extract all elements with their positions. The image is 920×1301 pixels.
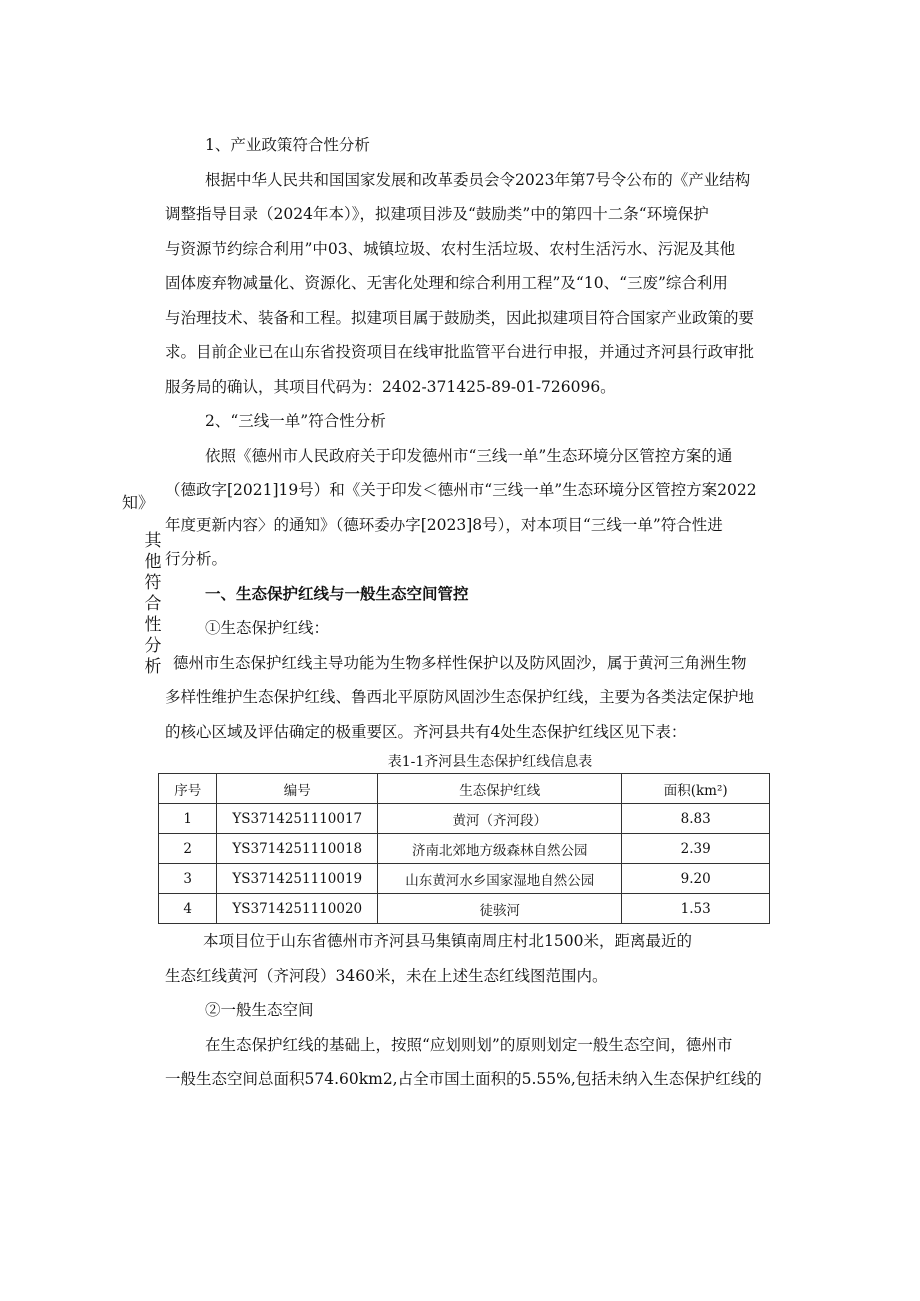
table-row xyxy=(159,894,770,924)
paragraph-line: 德州市生态保护红线主导功能为生物多样性保护以及防风固沙，属于黄河三角洲生物 xyxy=(173,653,747,672)
table-cell: 1.53 xyxy=(622,894,770,924)
table-cell: 1 xyxy=(159,804,217,834)
paragraph-line: 依照《德州市人民政府关于印发德州市“三线一单”生态环境分区管控方案的通 xyxy=(205,446,733,465)
table-header-cell: 生态保护红线 xyxy=(378,774,622,804)
table-cell: 9.20 xyxy=(622,864,770,894)
paragraph-line: 与治理技术、装备和工程。拟建项目属于鼓励类，因此拟建项目符合国家产业政策的要 xyxy=(165,308,755,327)
table-cell: 黄河（齐河段） xyxy=(378,804,622,834)
table-cell: 山东黄河水乡国家湿地自然公园 xyxy=(378,864,622,894)
table-cell: YS3714251110020 xyxy=(217,894,378,924)
paragraph-line: 行分析。 xyxy=(165,550,228,568)
table-caption: 表1-1齐河县生态保护红线信息表 xyxy=(387,754,593,770)
table-row xyxy=(159,834,770,864)
table-header-cell: 面积(km²) xyxy=(622,774,770,804)
side-label xyxy=(118,490,162,678)
paragraph-line: 根据中华人民共和国国家发展和改革委员会令2023年第7号令公布的《产业结构 xyxy=(205,170,751,189)
section1-heading: 1、产业政策符合性分析 xyxy=(205,136,370,154)
table-cell: 2 xyxy=(159,834,217,864)
table-header-cell: 序号 xyxy=(159,774,217,804)
table-cell: YS3714251110019 xyxy=(217,864,378,894)
redline-table xyxy=(158,773,770,924)
table-cell: 8.83 xyxy=(622,804,770,834)
table-cell: 济南北郊地方级森林自然公园 xyxy=(378,834,622,864)
paragraph-line: 调整指导目录（2024年本）》，拟建项目涉及“鼓励类”中的第四十二条“环境保护 xyxy=(165,205,709,223)
paragraph-line: 多样性维护生态保护红线、鲁西北平原防风固沙生态保护红线，主要为各类法定保护地 xyxy=(165,688,755,706)
table-cell: 3 xyxy=(159,864,217,894)
subsection-heading: 一、生态保护红线与一般生态空间管控 xyxy=(205,583,469,603)
table-cell: 4 xyxy=(159,894,217,924)
paragraph-line: 本项目位于山东省德州市齐河县马集镇南周庄村北1500米，距离最近的 xyxy=(203,932,692,950)
table-row xyxy=(159,864,770,894)
paragraph-line: 一般生态空间总面积574.60km2,占全市国土面积的5.55%,包括未纳入生态保护红线的 xyxy=(165,1070,762,1088)
paragraph-line: 的核心区域及评估确定的极重要区。齐河县共有4处生态保护红线区见下表： xyxy=(165,722,687,741)
side-label-tail: 知》 xyxy=(121,493,154,512)
table-row xyxy=(159,804,770,834)
table-cell: YS3714251110018 xyxy=(217,834,378,864)
paragraph-line: 年度更新内容〉的通知》（德环委办字[2023]8号），对本项目“三线一单”符合性进 xyxy=(165,515,723,534)
paragraph-line: （德政字[2021]19号）和《关于印发＜德州市“三线一单”生态环境分区管控方案2022 xyxy=(165,481,757,499)
paragraph-line: 固体废弃物减量化、资源化、无害化处理和综合利用工程”及“10、“三废”综合利用 xyxy=(165,274,728,292)
table-cell: 2.39 xyxy=(622,834,770,864)
item1-heading: ①生态保护红线： xyxy=(205,619,330,637)
section2-heading: 2、“三线一单”符合性分析 xyxy=(205,412,386,430)
paragraph-line: 与资源节约综合利用”中03、城镇垃圾、农村生活垃圾、农村生活污水、污泥及其他 xyxy=(165,239,736,258)
paragraph-line: 求。目前企业已在山东省投资项目在线审批监管平台进行申报，并通过齐河县行政审批 xyxy=(165,343,755,361)
side-label-vertical: 其他符合性分析 xyxy=(144,531,162,677)
table-header-row xyxy=(159,774,770,804)
table-header-cell: 编号 xyxy=(217,774,378,804)
item2-heading: ②一般生态空间 xyxy=(205,1001,314,1019)
paragraph-line: 在生态保护红线的基础上，按照“应划则划”的原则划定一般生态空间，德州市 xyxy=(205,1035,733,1054)
paragraph-line: 服务局的确认，其项目代码为：2402-371425-89-01-726096。 xyxy=(165,377,616,396)
document-body xyxy=(165,128,815,1097)
paragraph-line: 生态红线黄河（齐河段）3460米，未在上述生态红线图范围内。 xyxy=(165,966,608,985)
table-cell: YS3714251110017 xyxy=(217,804,378,834)
table-cell: 徒骇河 xyxy=(378,894,622,924)
